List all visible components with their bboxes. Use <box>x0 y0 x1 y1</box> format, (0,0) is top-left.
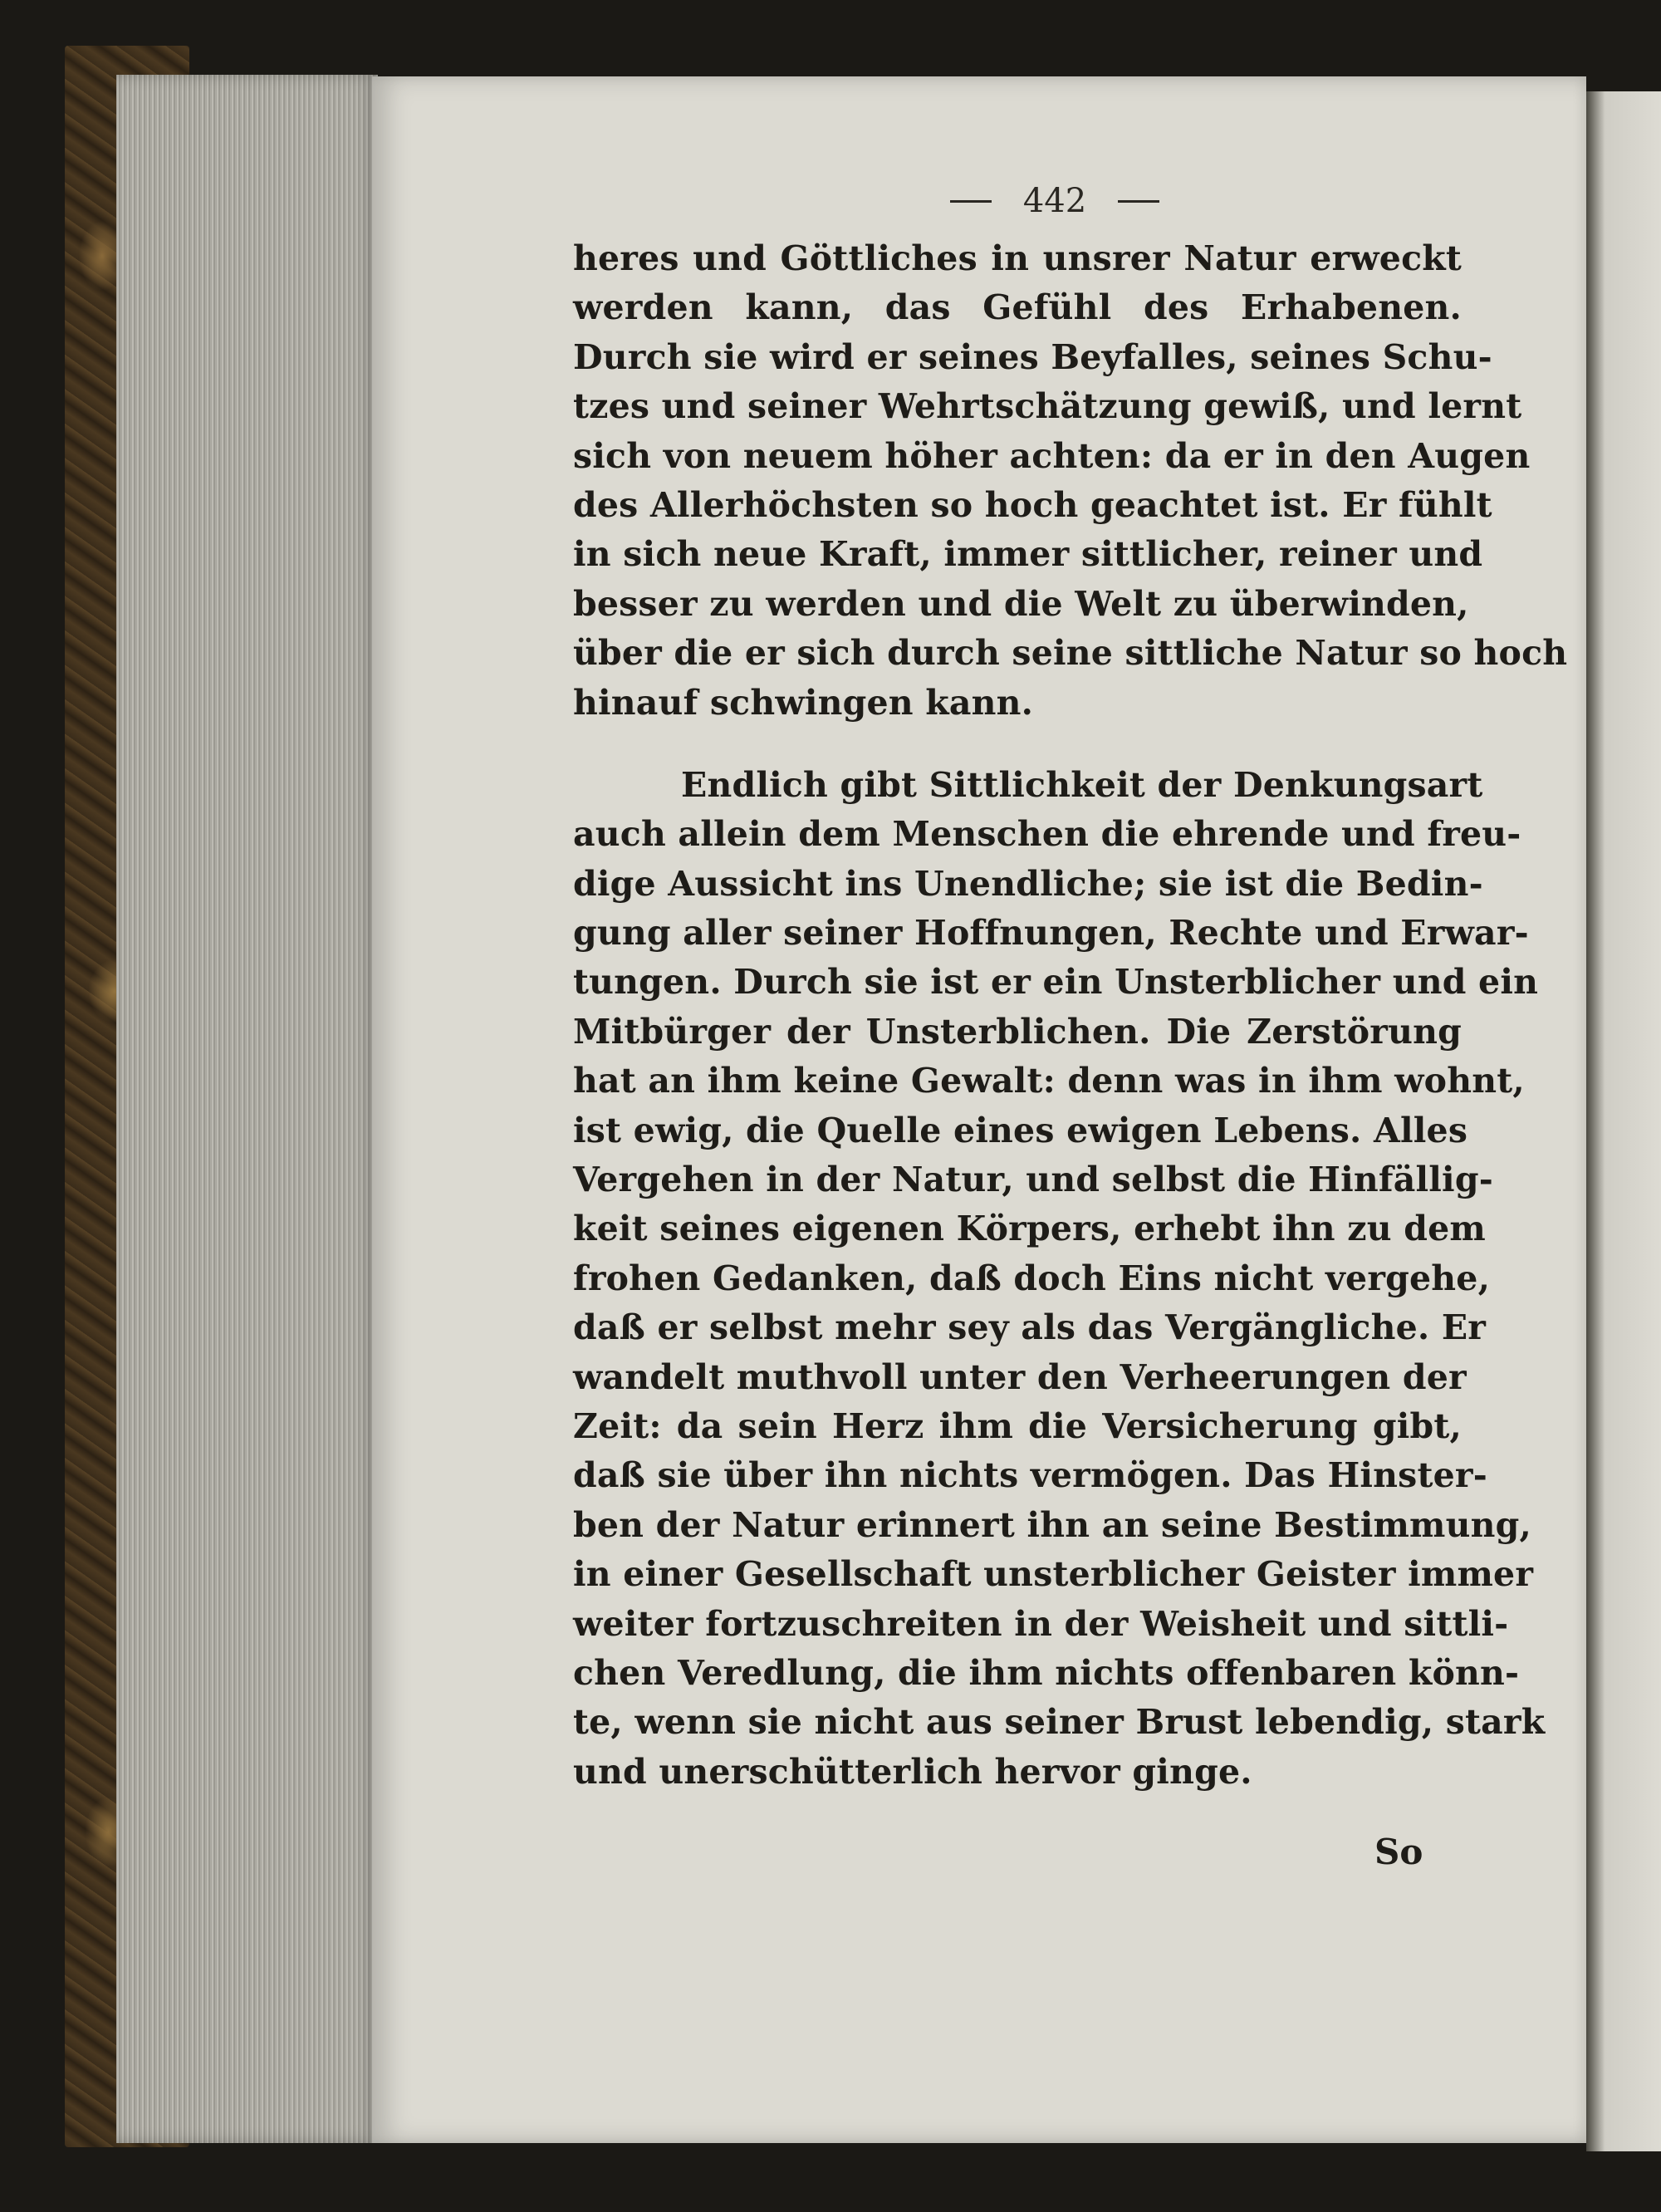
text-line: weiter fortzuschreiten in der Weisheit und sittli- <box>573 1603 1509 1644</box>
text-line: tzes und seiner Wehrtschätzung gewiß, und lernt <box>573 386 1522 427</box>
text-line: des Allerhöchsten so hoch geachtet ist. Er fühlt <box>573 484 1492 525</box>
paragraph-spacer <box>573 728 1462 761</box>
text-line: keit seines eigenen Körpers, erhebt ihn zu dem <box>573 1209 1486 1249</box>
text-line: daß sie über ihn nichts vermögen. Das Hinster- <box>573 1455 1487 1496</box>
header-dash-right <box>1118 200 1159 203</box>
text-line: Mitbürger der Unsterblichen. Die Zerstörung <box>573 1011 1462 1052</box>
catchword: So <box>1374 1832 1423 1872</box>
text-line: heres und Göttliches in unsrer Natur erweckt <box>573 238 1462 278</box>
text-line: in sich neue Kraft, immer sittlicher, reiner und <box>573 534 1483 575</box>
page-block-edges <box>116 75 378 2143</box>
text-line: Vergehen in der Natur, und selbst die Hinfällig- <box>573 1160 1493 1200</box>
text-line: sich von neuem höher achten: da er in den Augen <box>573 435 1531 476</box>
page-header <box>897 176 1213 226</box>
text-line: besser zu werden und die Welt zu überwinden, <box>573 583 1469 624</box>
paragraph-1 <box>573 234 1568 728</box>
text-line: tungen. Durch sie ist er ein Unsterblicher und ein <box>573 962 1539 1003</box>
facing-page-edge <box>1586 91 1661 2151</box>
text-line: gung aller seiner Hoffnungen, Rechte und Erwar- <box>573 913 1529 954</box>
text-line: chen Veredlung, die ihm nichts offenbaren könn- <box>573 1652 1520 1693</box>
text-line: ben der Natur erinnert ihn an seine Bestimmung, <box>573 1504 1531 1545</box>
text-line: hat an ihm keine Gewalt: denn was in ihm wohnt, <box>573 1061 1525 1101</box>
text-line: frohen Gedanken, daß doch Eins nicht vergehe, <box>573 1258 1491 1298</box>
text-line: hinauf schwingen kann. <box>573 682 1034 723</box>
text-line: daß er selbst mehr sey als das Vergängliche. Er <box>573 1307 1487 1348</box>
body-text <box>573 234 1568 1797</box>
text-line: te, wenn sie nicht aus seiner Brust lebendig, stark <box>573 1702 1546 1743</box>
text-line: werden kann, das Gefühl des Erhabenen. <box>573 287 1462 328</box>
text-line: dige Aussicht ins Unendliche; sie ist die Bedin- <box>573 863 1483 904</box>
text-line: und unerschütterlich hervor ginge. <box>573 1751 1252 1792</box>
page-number: 442 <box>1022 182 1087 220</box>
text-line: über die er sich durch seine sittliche Natur so hoch <box>573 633 1568 674</box>
text-line: Endlich gibt Sittlichkeit der Denkungsart <box>681 764 1483 805</box>
text-line: Durch sie wird er seines Beyfalles, seines Schu- <box>573 336 1492 377</box>
text-line: in einer Gesellschaft unsterblicher Geister immer <box>573 1554 1534 1595</box>
paragraph-2 <box>573 761 1546 1797</box>
text-line: ist ewig, die Quelle eines ewigen Lebens. Alles <box>573 1110 1468 1150</box>
header-dash-left <box>950 200 992 203</box>
text-line: auch allein dem Menschen die ehrende und freu- <box>573 814 1521 855</box>
text-line: Zeit: da sein Herz ihm die Versicherung gibt, <box>573 1405 1462 1446</box>
text-line: wandelt muthvoll unter den Verheerungen der <box>573 1356 1467 1397</box>
